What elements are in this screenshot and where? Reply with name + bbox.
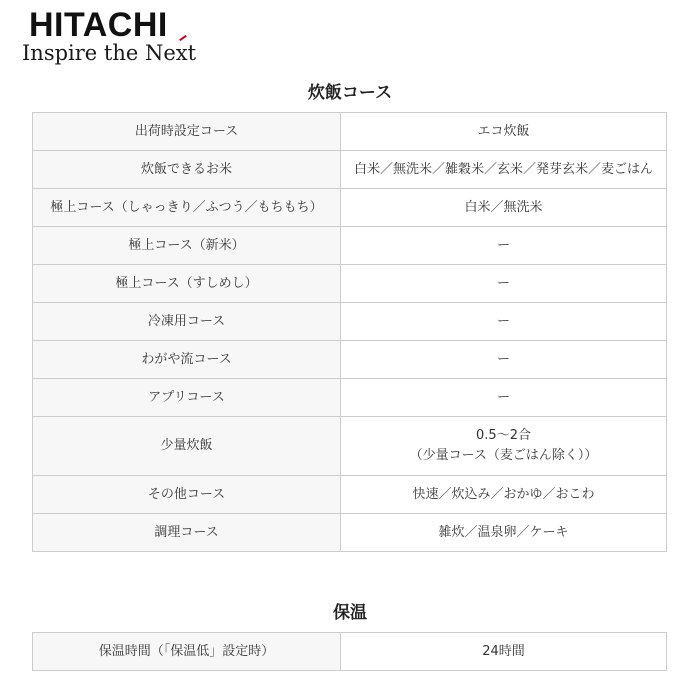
- row-value: [341, 151, 667, 189]
- row-label: 調理コース: [33, 514, 341, 552]
- table-row: [33, 341, 667, 379]
- rice-course-table: [32, 112, 667, 552]
- table-row: [33, 303, 667, 341]
- row-label: 出荷時設定コース: [33, 113, 341, 151]
- logo-tagline-accent: x: [175, 41, 188, 65]
- row-label: 極上コース（すしめし）: [33, 265, 341, 303]
- table-row: [33, 189, 667, 227]
- row-label: 保温時間（「保温低」設定時）: [33, 633, 341, 671]
- rice-course-table-body: [33, 113, 667, 552]
- row-label: その他コース: [33, 476, 341, 514]
- keep-warm-table: [32, 632, 667, 671]
- row-label: アプリコース: [33, 379, 341, 417]
- rice-course-title: 炊飯コース: [307, 83, 393, 103]
- row-value-line: 白米／無洗米／雑穀米／玄米／発芽玄米／麦ごはん: [353, 161, 653, 177]
- row-value: [341, 113, 667, 151]
- logo-tagline-start: Inspire the Ne: [22, 41, 176, 65]
- table-row: [33, 227, 667, 265]
- keep-warm-title: 保温: [333, 603, 367, 623]
- row-value-line: 快速／炊込み／おかゆ／おこわ: [412, 486, 595, 502]
- row-value: [341, 417, 667, 476]
- table-row: [33, 514, 667, 552]
- row-label: 極上コース（しゃっきり／ふつう／もちもち）: [33, 189, 341, 227]
- row-label: 少量炊飯: [33, 417, 341, 476]
- keep-warm-table-body: [33, 633, 667, 671]
- table-row: [33, 633, 667, 671]
- hitachi-logo: [22, 8, 222, 68]
- row-value: [341, 189, 667, 227]
- row-value: [341, 476, 667, 514]
- row-value-line: 0.5〜2合: [476, 428, 531, 443]
- row-value-line: ー: [496, 275, 510, 291]
- row-value-line: 白米／無洗米: [464, 199, 543, 215]
- row-value: [341, 514, 667, 552]
- logo-brand: HITACHI: [29, 6, 168, 44]
- row-value: [341, 227, 667, 265]
- row-label: 冷凍用コース: [33, 303, 341, 341]
- row-value-line: ー: [496, 237, 510, 253]
- table-row: [33, 265, 667, 303]
- row-value-line: 24時間: [482, 643, 525, 659]
- table-row: [33, 151, 667, 189]
- row-value: [341, 633, 667, 671]
- row-value: [341, 341, 667, 379]
- table-row: [33, 476, 667, 514]
- row-value: [341, 379, 667, 417]
- logo-tagline: [22, 41, 196, 65]
- row-value-line: ー: [496, 313, 510, 329]
- row-label: 炊飯できるお米: [33, 151, 341, 189]
- row-value-line: ー: [496, 389, 510, 405]
- row-value: [341, 303, 667, 341]
- row-value-line: 雑炊／温泉卵／ケーキ: [438, 524, 569, 540]
- table-row: [33, 417, 667, 476]
- table-row: [33, 379, 667, 417]
- row-value: [341, 265, 667, 303]
- row-label: わがや流コース: [33, 341, 341, 379]
- row-label: 極上コース（新米）: [33, 227, 341, 265]
- row-value-line: （少量コース（麦ごはん除く））: [409, 448, 598, 463]
- logo-tagline-end: t: [187, 41, 197, 65]
- row-value-line: エコ炊飯: [477, 123, 530, 139]
- table-row: [33, 113, 667, 151]
- row-value-line: ー: [496, 351, 510, 367]
